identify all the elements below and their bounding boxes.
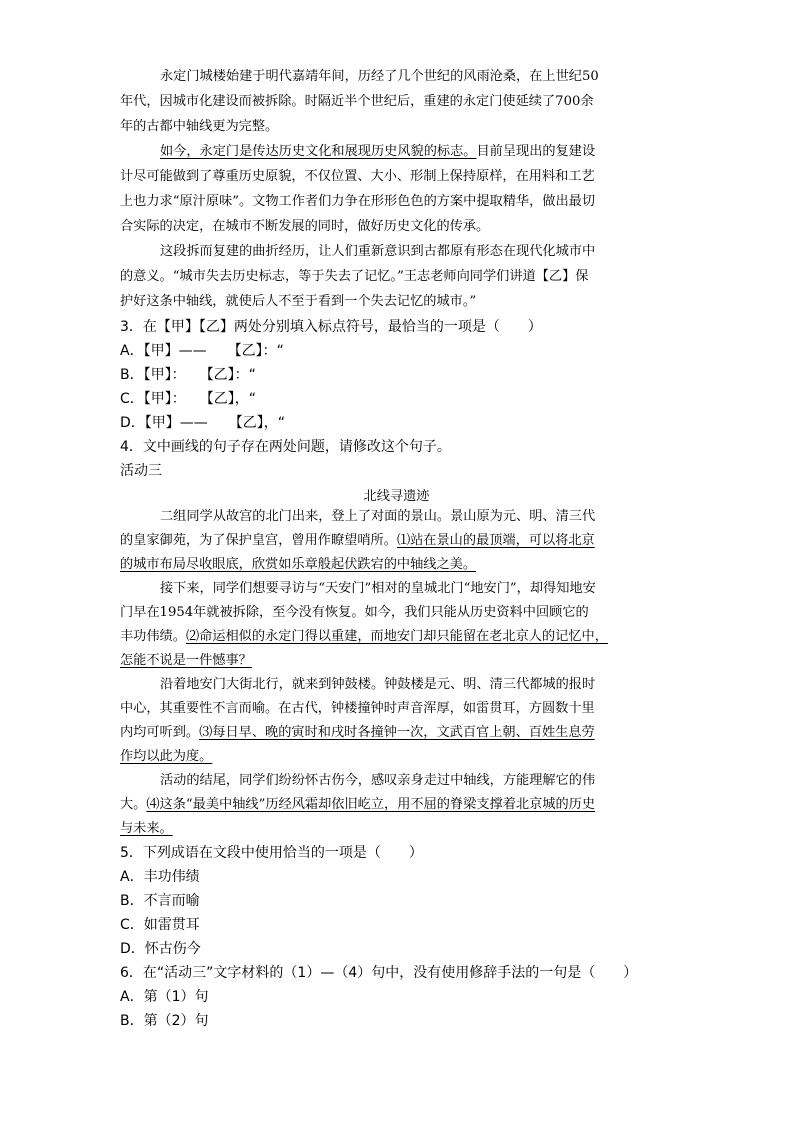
passage-line: 计尽可能做到了尊重历史原貌，不仅位置、大小、形制上保持原样，在用料和工艺 xyxy=(120,169,595,184)
passage-line xyxy=(120,796,595,814)
passage-text: 的皇家御苑，为了保护皇宫，曾用作瞭望哨所。 xyxy=(120,533,397,548)
question-3-option-c: C．【甲】： 【乙】，“ xyxy=(120,391,257,407)
underlined-sentence-3: ⑶每日早、晚的寅时和戌时各撞钟一次，文武百官上朝、百姓生息劳 xyxy=(199,725,595,740)
passage-line: 门早在1954年就被拆除，至今没有恢复。如今，我们只能从历史资料中回顾它的 xyxy=(120,605,589,620)
question-3-option-b: B．【甲】： 【乙】：“ xyxy=(120,367,256,383)
question-3-stem: 3．在【甲】【乙】两处分别填入标点符号，最恰当的一项是（ ） xyxy=(120,319,542,335)
passage-line: 年代，因城市化建设而被拆除。时隔近半个世纪后，重建的永定门使延续了700余 xyxy=(120,94,594,109)
passage-title: 北线寻遗迹 xyxy=(363,489,430,504)
underlined-sentence-4-cont: 与未来。 xyxy=(120,821,173,836)
question-6-option-a: A．第（1）句 xyxy=(120,989,209,1005)
underlined-sentence-4: ⑷这条“最美中轴线”历经风霜却依旧屹立，用不屈的脊梁支撑着北京城的历史 xyxy=(146,797,596,812)
passage-line: 护好这条中轴线，就使后人不至于看到一个失去记忆的城市。” xyxy=(120,294,477,309)
passage-line: 活动的结尾，同学们纷纷怀古伤今，感叹亲身走过中轴线，方能理解它的伟 xyxy=(160,773,596,788)
question-5-option-d: D．怀古伤今 xyxy=(120,941,201,957)
question-6-option-b: B．第（2）句 xyxy=(120,1013,209,1029)
passage-line: 年的古都中轴线更为完整。 xyxy=(120,119,279,134)
question-4-stem: 4．文中画线的句子存在两处问题，请修改这个句子。 xyxy=(120,439,451,455)
passage-line: 这段拆而复建的曲折经历，让人们重新意识到古都原有形态在现代化城市中 xyxy=(160,244,596,259)
question-5-stem: 5．下列成语在文段中使用恰当的一项是（ ） xyxy=(120,845,423,861)
question-5-option-c: C．如雷贯耳 xyxy=(120,917,200,933)
underlined-sentence-2-cont: 怎能不说是一件憾事？ xyxy=(120,653,252,668)
underlined-sentence-1: ⑴站在景山的最顶端，可以将北京 xyxy=(396,533,595,548)
underlined-sentence: 如今，永定门是传达历史文化和展现历史风貌的标志。 xyxy=(160,144,477,159)
passage-text: 目前呈现出的复建设 xyxy=(476,144,596,159)
passage-line: 的意义。“城市失去历史标志，等于失去了记忆。”王志老师向同学们讲道【乙】保 xyxy=(120,269,589,284)
passage-line xyxy=(120,724,595,742)
passage-line xyxy=(160,143,595,161)
passage-line xyxy=(120,628,608,646)
question-3-option-d: D．【甲】—— 【乙】，“ xyxy=(120,415,286,431)
passage-text: 大。 xyxy=(120,797,147,812)
question-6-stem: 6．在“活动三”文字材料的（1）—（4）句中，没有使用修辞手法的一句是（ ） xyxy=(120,965,638,981)
passage-text: 内均可听到。 xyxy=(120,725,200,740)
passage-line: 中心，其重要性不言而喻。在古代，钟楼撞钟时声音浑厚，如雷贯耳，方圆数十里 xyxy=(120,701,595,716)
underlined-sentence-3-cont: 作均以此为度。 xyxy=(120,749,213,764)
passage-line: 上也力求“原汁原味”。文物工作者们力争在形形色色的方案中提取精华，做出最切 xyxy=(120,194,596,209)
question-5-option-b: B．不言而喻 xyxy=(120,893,200,909)
passage-line xyxy=(120,532,595,550)
underlined-sentence-1-cont: 的城市布局尽收眼底，欣赏如乐章般起伏跌宕的中轴线之美。 xyxy=(120,557,477,572)
section-heading: 活动三 xyxy=(120,463,162,479)
passage-line: 接下来，同学们想要寻访与“天安门”相对的皇城北门“地安门”，却得知地安 xyxy=(160,581,596,596)
question-5-option-a: A．丰功伟绩 xyxy=(120,869,200,885)
question-3-option-a: A．【甲】—— 【乙】：“ xyxy=(120,343,284,359)
passage-line: 二组同学从故宫的北门出来，登上了对面的景山。景山原为元、明、清三代 xyxy=(160,509,596,524)
passage-text: 丰功伟绩。 xyxy=(120,629,186,644)
passage-line: 合实际的决定，在城市不断发展的同时，做好历史文化的传承。 xyxy=(120,219,490,234)
passage-line: 永定门城楼始建于明代嘉靖年间，历经了几个世纪的风雨沧桑，在上世纪50 xyxy=(160,69,599,84)
underlined-sentence-2: ⑵命运相似的永定门得以重建，而地安门却只能留在老北京人的记忆中， xyxy=(185,629,608,644)
passage-line: 沿着地安门大街北行，就来到钟鼓楼。钟鼓楼是元、明、清三代都城的报时 xyxy=(160,677,596,692)
